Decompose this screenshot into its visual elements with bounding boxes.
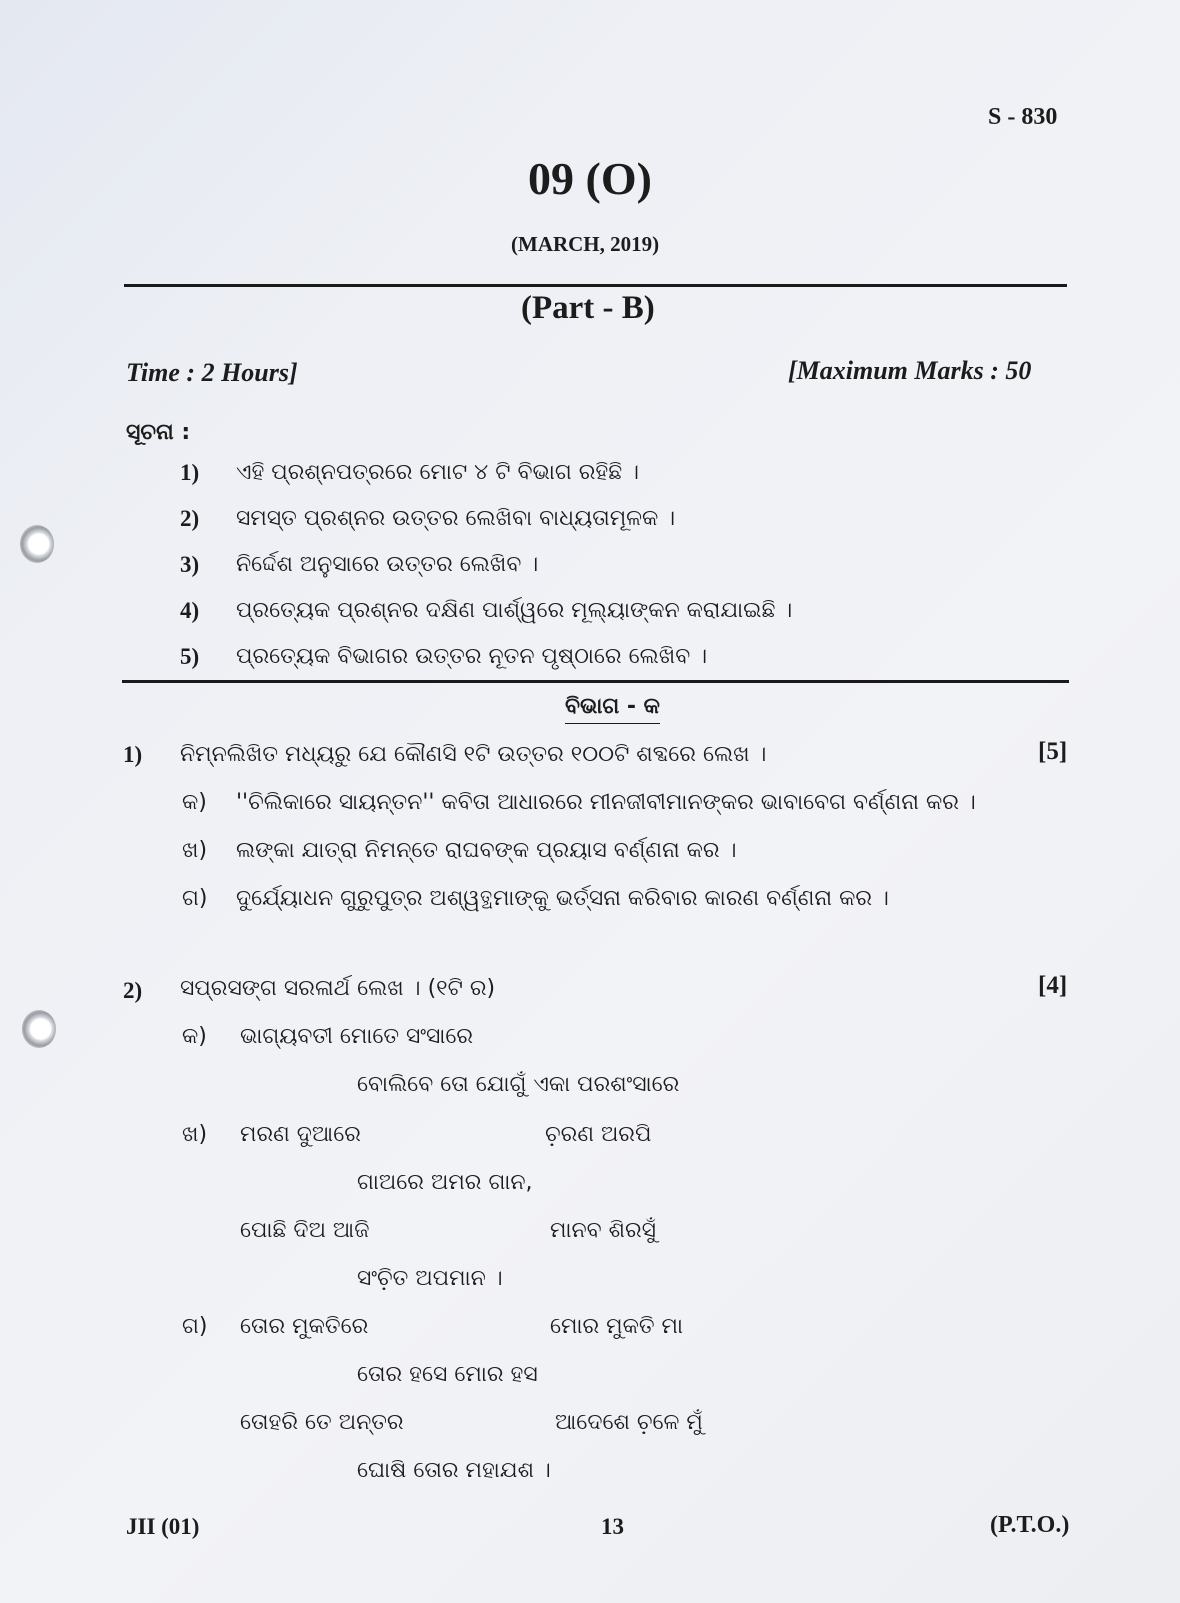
poem-line: ମୋର ମୁକତି ମା xyxy=(550,1314,684,1339)
instruction-number: 3) xyxy=(180,552,200,577)
poem-line: ଭାଗ୍ୟବତୀ ମୋତେ ସଂସାରେ xyxy=(240,1024,474,1049)
question-text: ସପ୍ରସଙ୍ଗ ସରଳାର୍ଥ ଲେଖ । (୧ଟି ର) xyxy=(180,976,496,1001)
instruction-number: 2) xyxy=(180,506,200,531)
option-label: ଗ) xyxy=(182,886,208,911)
poem-line: ଘୋଷି ତୋର ମହାଯଶ । xyxy=(357,1458,551,1483)
poem-label: କ) xyxy=(182,1024,207,1049)
option-text: ଦୁର୍ଯ୍ୟୋଧନ ଗୁରୁପୁତ୍ର ଅଶ୍ୱତ୍ଥମାଙ୍କୁ ଭର୍ତ୍ସନା କରିବାର କାରଣ ବର୍ଣ୍ଣନା କର । xyxy=(236,886,889,911)
punch-hole-top xyxy=(20,525,54,563)
exam-date: (MARCH, 2019) xyxy=(511,232,660,256)
question-number: 2) xyxy=(123,978,143,1003)
question-marks: [5] xyxy=(1038,738,1068,765)
poem-line: ଆଦେଶେ ଚ଼ଳେ ମୁଁ xyxy=(555,1410,703,1435)
part-title: (Part - B) xyxy=(521,290,655,326)
poem-line: ତୋହରି ତେ ଅନ୍ତର xyxy=(240,1410,404,1435)
poem-line: ଚ଼ରଣ ଅରପି xyxy=(545,1122,652,1147)
paper-code: S - 830 xyxy=(988,104,1058,130)
instruction-text: ସମସ୍ତ ପ୍ରଶ୍ନର ଉତ୍ତର ଲେଖିବା ବାଧ୍ୟତାମୂଳକ । xyxy=(236,506,676,531)
poem-line: ବୋଲିବେ ତୋ ଯୋଗୁଁ ଏକା ପରଶଂସାରେ xyxy=(357,1072,680,1097)
question-text: ନିମ୍ନଲିଖିତ ମଧ୍ୟରୁ ଯେ କୌଣସି ୧ଟି ଉତ୍ତର ୧୦୦ଟି ଶବ୍ଦରେ ଲେଖ । xyxy=(180,742,767,767)
punch-hole-bottom xyxy=(22,1010,56,1048)
maximum-marks: [Maximum Marks : 50 xyxy=(788,356,1032,385)
poem-line: ମରଣ ଦୁଆରେ xyxy=(240,1122,361,1147)
option-text: ଲଙ୍କା ଯାତ୍ରା ନିମନ୍ତେ ରାଘବଙ୍କ ପ୍ରୟାସ ବର୍ଣ୍ଣନା କର । xyxy=(236,838,737,863)
question-marks: [4] xyxy=(1038,972,1068,999)
instructions-divider xyxy=(122,680,1069,683)
option-label: ଖ) xyxy=(182,838,208,863)
instructions-title: ସୂଚନା : xyxy=(126,420,191,445)
instruction-number: 4) xyxy=(180,598,200,623)
poem-line: ପୋଛି ଦିଅ ଆଜି xyxy=(240,1218,370,1243)
poem-label: ଗ) xyxy=(182,1314,208,1339)
question-number: 1) xyxy=(123,742,143,767)
time-allowed: Time : 2 Hours] xyxy=(126,358,298,387)
poem-line: ମାନବ ଶିରସୁଁ xyxy=(550,1218,657,1243)
paper-number: 09 (O) xyxy=(528,153,652,204)
instruction-number: 1) xyxy=(180,460,200,485)
instruction-number: 5) xyxy=(180,644,200,669)
instruction-text: ପ୍ରତ୍ୟେକ ପ୍ରଶ୍ନର ଦକ୍ଷିଣ ପାର୍ଶ୍ୱରେ ମୂଲ୍ୟାଙ୍କନ କରାଯାଇଛି । xyxy=(236,598,793,623)
footer-code: JII (01) xyxy=(126,1514,200,1539)
section-title: ବିଭାଗ - କ xyxy=(565,694,660,724)
poem-line: ଗାଅରେ ଅମର ଗାନ, xyxy=(357,1170,533,1195)
option-label: କ) xyxy=(182,790,207,815)
option-text: ''ଚିଲିକାରେ ସାୟନ୍ତନ'' କବିତା ଆଧାରରେ ମୀନଜୀବୀମାନଙ୍କର ଭାବାବେଗ ବର୍ଣ୍ଣନା କର । xyxy=(236,790,976,815)
poem-label: ଖ) xyxy=(182,1122,208,1147)
page-number: 13 xyxy=(601,1514,624,1539)
header-divider xyxy=(124,284,1067,287)
please-turn-over: (P.T.O.) xyxy=(990,1512,1070,1538)
instruction-text: ଏହି ପ୍ରଶ୍ନପତ୍ରରେ ମୋଟ ୪ ଟି ବିଭାଗ ରହିଛି । xyxy=(236,460,640,485)
poem-line: ସଂଚ଼ିତ ଅପମାନ । xyxy=(357,1266,503,1291)
poem-line: ତୋର ହସେ ମୋର ହସ xyxy=(357,1362,538,1387)
instruction-text: ନିର୍ଦ୍ଦେଶ ଅନୁସାରେ ଉତ୍ତର ଲେଖିବ । xyxy=(236,552,539,577)
instruction-text: ପ୍ରତ୍ୟେକ ବିଭାଗର ଉତ୍ତର ନୂତନ ପୃଷ୍ଠାରେ ଲେଖିବ । xyxy=(236,644,708,669)
poem-line: ତୋର ମୁକତିରେ xyxy=(240,1314,369,1339)
